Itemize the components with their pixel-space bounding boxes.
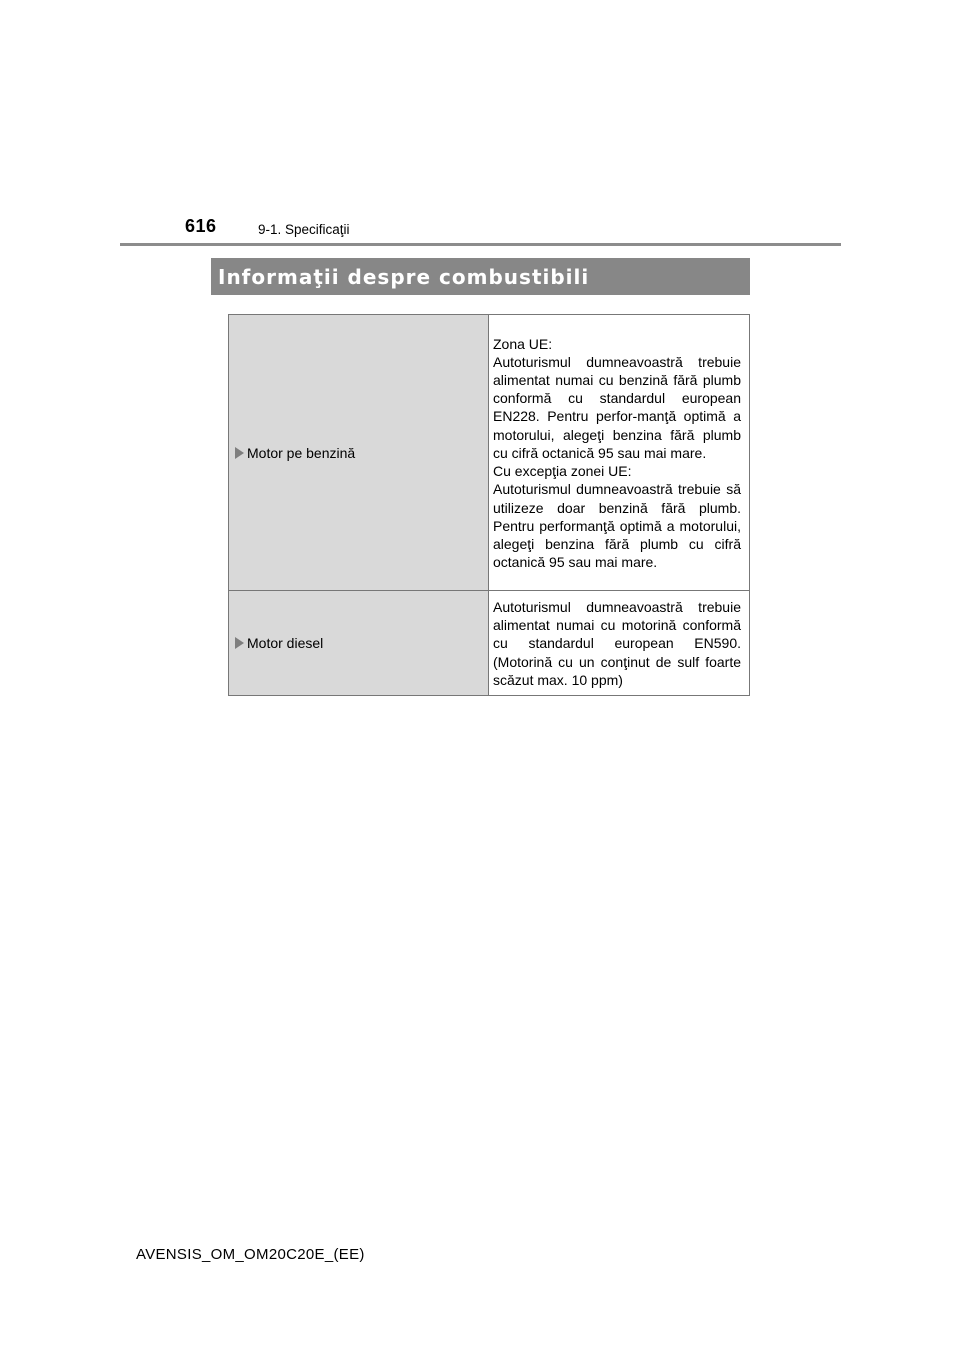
arrow-right-icon: [235, 637, 244, 649]
description-cell: [489, 591, 750, 696]
title-bar: [211, 258, 750, 295]
eu-text: Autoturismul dumneavoastră trebuie alimentat numai cu benzină fără plumb conformă cu standardul european EN228. Pentru perfor-manţă optimă a motorului, alegeţi benzina fără plumb cu cifră octanică 95 sau mai mare.: [493, 353, 741, 461]
table-row: [229, 591, 750, 696]
table-row: [229, 315, 750, 591]
label-cell: [229, 315, 489, 591]
row-label: Motor pe benzină: [247, 444, 356, 461]
page-number: 616: [185, 216, 217, 236]
header-rule: [120, 243, 841, 246]
arrow-right-icon: [235, 447, 244, 459]
section-label: 9-1. Specificaţii: [258, 222, 350, 237]
row-label: Motor diesel: [247, 635, 324, 651]
footer-code: AVENSIS_OM_OM20C20E_(EE): [136, 1246, 365, 1263]
description-cell: [489, 315, 750, 591]
non-eu-text: Autoturismul dumneavoastră trebuie să utilizeze doar benzină fără plumb. Pentru performanţă optimă a motorului, alegeţi benzina fără plumb cu cifră octanică 95 sau mai mare.: [493, 481, 741, 571]
label-cell: [229, 591, 489, 696]
non-eu-heading: Cu excepţia zonei UE:: [493, 463, 632, 480]
eu-heading: Zona UE:: [493, 335, 553, 352]
diesel-text: Autoturismul dumneavoastră trebuie alimentat numai cu motorină conformă cu standardul european EN590. (Motorină cu un conţinut de sulf foarte scăzut max. 10 ppm): [493, 599, 741, 688]
fuel-table: [228, 314, 750, 696]
page-title: Informaţii despre combustibili: [218, 264, 590, 289]
